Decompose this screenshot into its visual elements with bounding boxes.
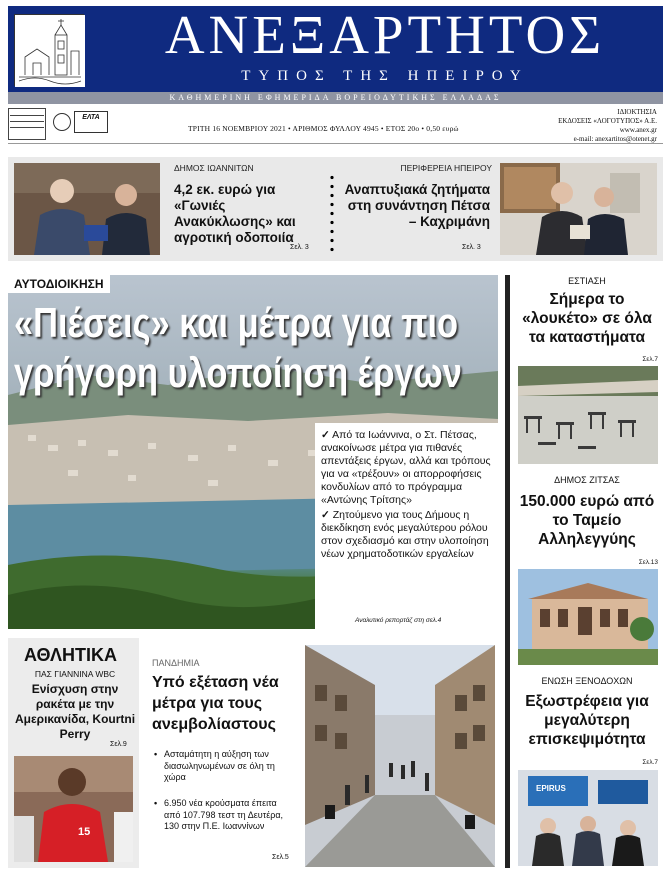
- publisher-web[interactable]: www.anex.gr: [619, 126, 657, 134]
- lead-bullet-1: [321, 429, 494, 507]
- issue-line: ΤΡΙΤΗ 16 ΝΟΕΜΒΡΙΟΥ 2021 • ΑΡΙΘΜΟΣ ΦΥΛΛΟΥ 4945 • ΕΤΟΣ 20ο • 0,50 ευρώ: [188, 124, 459, 133]
- lead-bullet-1-text: Από τα Ιωάννινα, ο Στ. Πέτσας, ανακοίνωσε μέτρα για πιθανές απεντάξεις έργων, αλλά και τρόπους για να «τρέξουν» οι απορροφήσεις κονδυλίων από το πρόγραμμα «Αντώνης Τρίτσης»: [321, 429, 491, 506]
- tagline-bar: ΚΑΘΗΜΕΡΙΝΗ ΕΦΗΜΕΡΙΔΑ ΒΟΡΕΙΟΔΥΤΙΚΗΣ ΕΛΛΑΔΑΣ: [8, 92, 663, 104]
- right-story1-category: ΕΣΤΙΑΣΗ: [568, 276, 606, 286]
- sports-page: Σελ.9: [110, 741, 127, 748]
- postage-box: [8, 108, 46, 140]
- right-story2-page: Σελ.13: [638, 559, 658, 566]
- pandemic-photo[interactable]: [305, 645, 495, 867]
- pandemic-category: ΠΑΝΔΗΜΙΑ: [152, 658, 200, 668]
- expo-sign: EPIRUS: [536, 784, 566, 793]
- publisher-info: [507, 108, 657, 144]
- right-story2-photo[interactable]: [518, 569, 658, 665]
- elta-logo: [74, 111, 108, 133]
- sports-title: ΑΘΛΗΤΙΚΑ: [24, 645, 118, 665]
- sports-category: ΠΑΣ ΓΙΑΝΝΙΝΑ WBC: [34, 669, 116, 679]
- pandemic-bullet-1: Ασταμάτητη η αύξηση των διασωληνωμένων σε όλη τη χώρα: [164, 749, 275, 782]
- top-right-photo[interactable]: [500, 163, 657, 255]
- top-left-category: ΔΗΜΟΣ ΙΩΑΝΝΙΤΩΝ: [174, 163, 254, 173]
- right-story2-category: ΔΗΜΟΣ ΖΙΤΣΑΣ: [554, 475, 620, 485]
- pandemic-page: Σελ.5: [272, 854, 289, 861]
- dotted-divider: [330, 173, 334, 253]
- bullet-dot-icon: •: [154, 798, 158, 808]
- right-story1-page: Σελ.7: [642, 356, 658, 363]
- lead-bullet-2-text: Ζητούμενο για τους Δήμους η διεκδίκηση ενός μεγαλύτερου ρόλου στον σχεδιασμό και στην υλοποίηση νέων χρηματοδοτικών εργαλείων: [321, 509, 489, 560]
- right-story1-headline[interactable]: Σήμερα το «λουκέτο» σε όλα τα καταστήματα: [522, 291, 652, 346]
- publisher-line1: ΙΔΙΟΚΤΗΣΙΑ: [617, 108, 657, 116]
- right-story1-photo[interactable]: [518, 366, 658, 464]
- check-icon: ✓: [321, 509, 330, 521]
- right-story3-page: Σελ.7: [642, 759, 658, 766]
- lead-headline-line2: γρήγορη υλοποίηση έργων: [14, 349, 462, 396]
- sports-photo[interactable]: [14, 756, 133, 862]
- lead-headline-line1: «Πιέσεις» και μέτρα για πιο: [14, 299, 459, 346]
- sports-headline[interactable]: Ενίσχυση στην ρακέτα με την Αμερικανίδα, Kourtni Perry: [14, 682, 136, 741]
- info-strip: [8, 106, 663, 144]
- lead-bullet-2: [321, 509, 494, 561]
- pandemic-bullet-2: 6.950 νέα κρούσματα έπειτα από 107.798 τεστ τη Δευτέρα, 130 στην Π.Ε. Ιωαννίνων: [164, 798, 284, 831]
- check-icon: ✓: [321, 429, 330, 441]
- right-story3-headline[interactable]: Εξωστρέφεια για μεγαλύτερη επισκεψιμότητα: [525, 693, 649, 748]
- column-divider: [505, 275, 510, 868]
- newspaper-title: ΑΝΕΞΑΡΤΗΤΟΣ: [164, 4, 606, 65]
- right-story3-category: ΕΝΩΣΗ ΞΕΝΟΔΟΧΩΝ: [541, 676, 633, 686]
- top-left-headline[interactable]: 4,2 εκ. ευρώ για «Γωνιές Ανακύκλωσης» και αγροτική οδοποιία: [174, 182, 296, 245]
- elta-label: ΕΛΤΑ: [82, 114, 100, 121]
- top-right-category: ΠΕΡΙΦΕΡΕΙΑ ΗΠΕΙΡΟΥ: [400, 163, 492, 173]
- lead-headline[interactable]: [14, 298, 494, 398]
- top-right-page: Σελ. 3: [462, 244, 481, 251]
- right-story3-photo[interactable]: [518, 770, 658, 866]
- top-right-headline[interactable]: Αναπτυξιακά ζητήματα στη συνάντηση Πέτσα – Καχριμάνη: [344, 182, 490, 229]
- lead-reference: Αναλυτικό ρεπορτάζ στη σελ.4: [355, 617, 442, 624]
- publisher-email[interactable]: e-mail: anexartitos@otenet.gr: [573, 135, 657, 143]
- top-left-photo[interactable]: [14, 163, 160, 255]
- top-left-page: Σελ. 3: [290, 244, 309, 251]
- pandemic-headline[interactable]: Υπό εξέταση νέα μέτρα για τους ανεμβολίαστους: [152, 674, 279, 733]
- jersey-number: 15: [78, 826, 91, 838]
- bullet-dot-icon: •: [154, 749, 158, 759]
- seal-icon: [53, 113, 71, 131]
- publisher-line2: ΕΚΔΟΣΕΙΣ «ΛΟΓΟΤΥΠΟΣ» Α.Ε.: [558, 117, 657, 125]
- newspaper-subtitle: ΤΥΠΟΣ ΤΗΣ ΗΠΕΙΡΟΥ: [241, 68, 529, 84]
- lead-summary-box: [315, 423, 498, 629]
- church-logo-icon: [15, 15, 85, 87]
- masthead-logo: [14, 14, 84, 86]
- lead-section-label: ΑΥΤΟΔΙΟΙΚΗΣΗ: [8, 275, 110, 293]
- right-story2-headline[interactable]: 150.000 ευρώ από το Ταμείο Αλληλεγγύης: [519, 493, 655, 548]
